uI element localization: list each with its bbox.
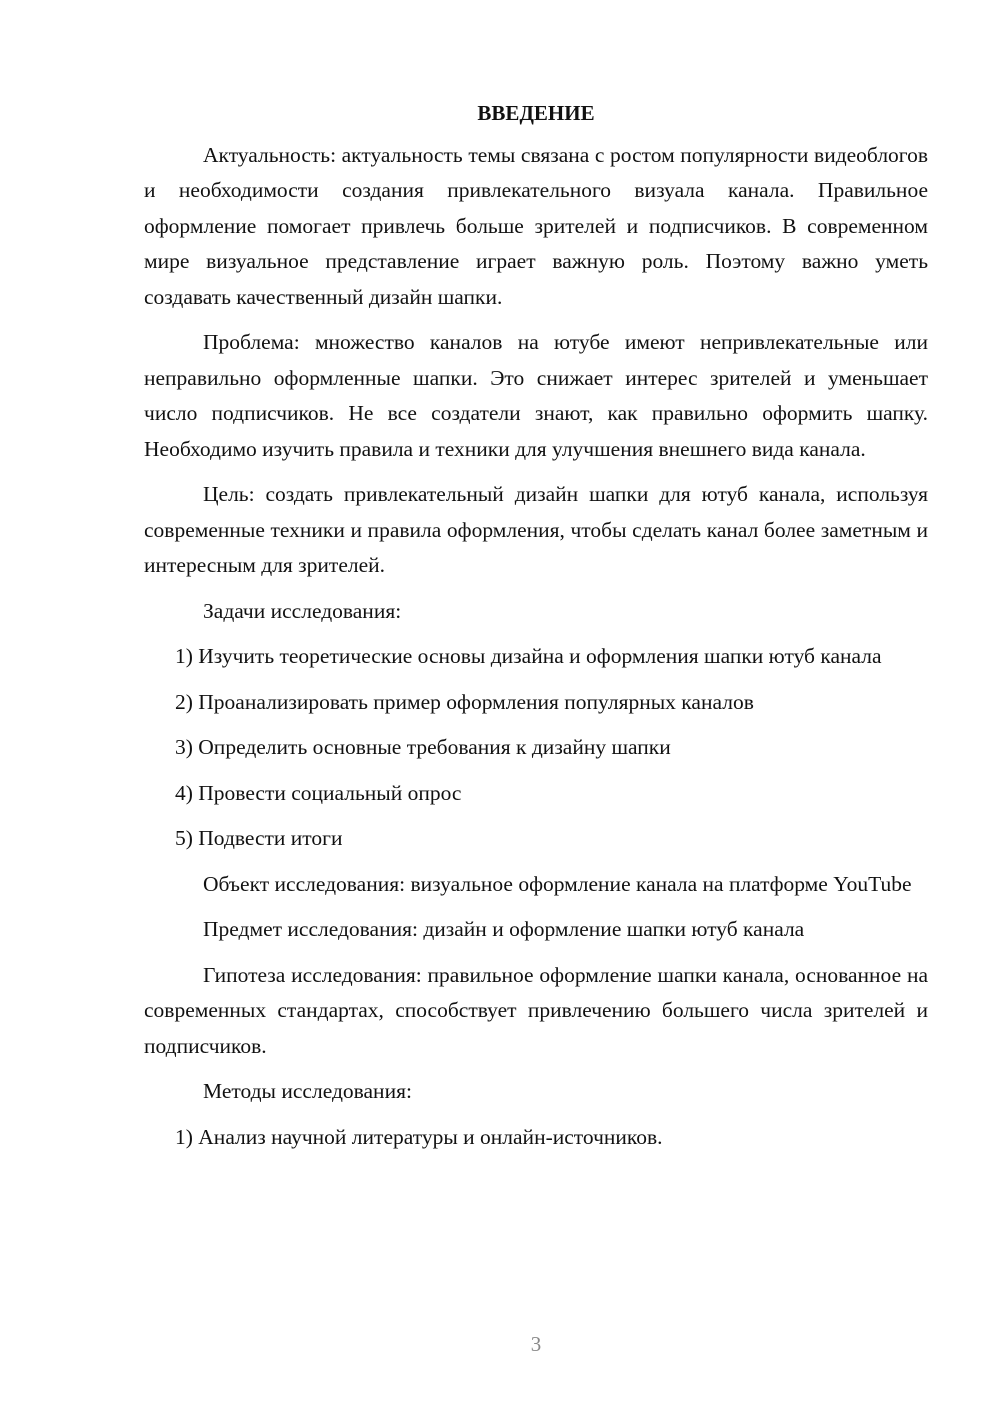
methods-label: Методы исследования: [203, 1079, 412, 1103]
object-paragraph: Объект исследования: визуальное оформление канала на платформе YouTube [203, 871, 912, 896]
page-content [144, 96, 928, 1165]
task-item: 4) Провести социальный опрос [175, 780, 462, 805]
page-number: 3 [530, 1332, 542, 1356]
task-item: 5) Подвести итоги [175, 826, 343, 850]
hypothesis-paragraph: Гипотеза исследования: правильное оформление шапки канала, основанное на современных стандартах, способствует привлечению большего числа зрителей и подписчиков. [144, 962, 928, 1058]
task-item: 2) Проанализировать пример оформления популярных каналов [175, 689, 754, 714]
task-item: 1) Изучить теоретические основы дизайна и оформления шапки ютуб канала [175, 644, 882, 668]
goal-paragraph: Цель: создать привлекательный дизайн шапки для ютуб канала, используя современные техники и правила оформления, чтобы сделать канал более заметным и интересным для зрителей. [144, 482, 928, 577]
tasks-label: Задачи исследования: [203, 598, 402, 623]
subject-paragraph: Предмет исследования: дизайн и оформление шапки ютуб канала [203, 917, 805, 941]
problem-paragraph: Проблема: множество каналов на ютубе имеют непривлекательные или неправильно оформленные шапки. Это снижает интерес зрителей и уменьшает число подписчиков. Не все создатели знают, как правильно оформить шапку. Необходимо изучить правила и техники для улучшения внешнего вида канала. [144, 330, 928, 461]
section-heading: ВВЕДЕНИЕ [477, 101, 595, 125]
method-item: 1) Анализ научной литературы и онлайн-источников. [175, 1124, 663, 1149]
task-item: 3) Определить основные требования к дизайну шапки [175, 735, 671, 759]
relevance-paragraph: Актуальность: актуальность темы связана с ростом популярности видеоблогов и необходимости создания привлекательного визуала канала. Правильное оформление помогает привлечь больше зрителей и подписчиков. В современном мире визуальное представление играет важную роль. Поэтому важно уметь создавать качественный дизайн шапки. [144, 142, 928, 309]
